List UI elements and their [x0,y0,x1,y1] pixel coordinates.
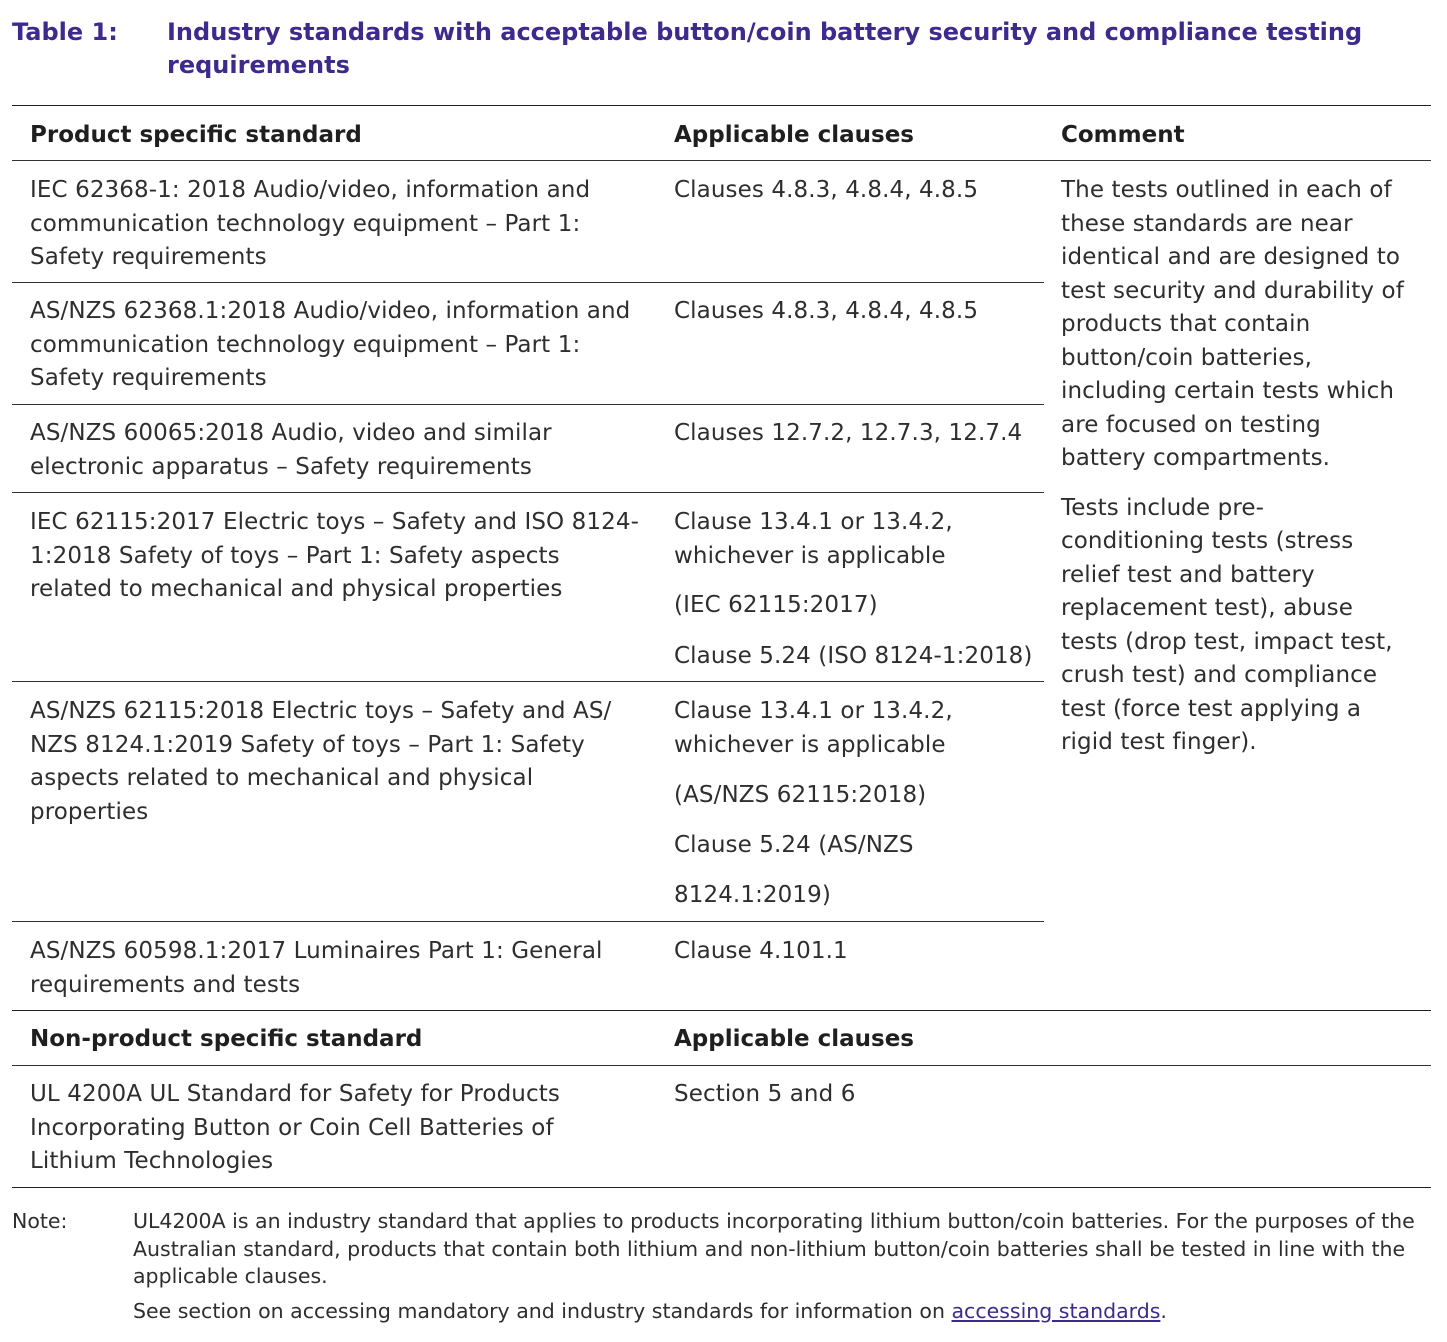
row-6-standard: AS/NZS 60598.1:2017 Luminaires Part 1: General requirements and tests [30,938,603,998]
accessing-standards-link[interactable]: accessing standards [951,1298,1161,1323]
row-3-clauses: Clauses 12.7.2, 12.7.3, 12.7.4 [674,420,1023,446]
note-see-prefix: See section on accessing mandatory and industry standards for information on [133,1298,952,1323]
row-4-clause-b: (IEC 62115:2017) [674,592,878,618]
row-4-clause-a: Clause 13.4.1 or 13.4.2, whichever is applicable [674,509,953,569]
row-5-clause-b: (AS/NZS 62115:2018) [674,782,927,808]
comment-paragraph-2: Tests include pre-conditioning tests (stress relief test and battery replacement test), abuse tests (drop test, impact test, crush test) and compliance test (force test applying a rigid test finger). [1061,494,1393,755]
header-rule [12,1065,1431,1066]
non-product-row-standard: UL 4200A UL Standard for Safety for Products Incorporating Button or Coin Cell Batteries of Lithium Technologies [30,1081,560,1174]
header-non-product-clauses: Applicable clauses [674,1026,914,1052]
note-see-suffix: . [1160,1298,1167,1323]
row-1-standard: IEC 62368-1: 2018 Audio/video, information and communication technology equipment – Part 1: Safety requirements [30,177,591,270]
table-bottom-rule [12,1187,1431,1188]
row-2-clauses: Clauses 4.8.3, 4.8.4, 4.8.5 [674,298,979,324]
row-4-clause-c: Clause 5.24 (ISO 8124-1:2018) [674,643,1033,669]
comment-paragraph-1: The tests outlined in each of these standards are near identical and are designed to test security and durability of products that contain button/coin batteries, including certain tests which are focused on testing battery compartments. [1061,177,1404,471]
header-comment: Comment [1061,122,1185,148]
table-top-rule [12,105,1431,106]
header-non-product-standard: Non-product specific standard [30,1026,423,1052]
row-divider [12,681,1044,682]
header-product-standard: Product specific standard [30,122,362,148]
non-product-row-clauses: Section 5 and 6 [674,1081,856,1107]
comment-cell [1061,174,1406,760]
row-2-standard: AS/NZS 62368.1:2018 Audio/video, information and communication technology equipment – Part 1: Safety requirements [30,298,631,391]
row-5-clause-c: Clause 5.24 (AS/NZS [674,832,914,858]
note-label: Note: [12,1209,68,1233]
row-divider [12,492,1044,493]
header-applicable-clauses: Applicable clauses [674,122,914,148]
row-6-clauses: Clause 4.101.1 [674,938,848,964]
section-rule [12,1010,1431,1011]
row-4-standard: IEC 62115:2017 Electric toys – Safety and ISO 8124-1:2018 Safety of toys – Part 1: Safety aspects related to mechanical and physical properties [30,509,639,602]
row-5-clause-d: 8124.1:2019) [674,882,831,908]
table-title: Industry standards with acceptable button/coin battery security and compliance testing requirements [167,18,1363,79]
header-rule [12,160,1431,161]
row-divider [12,404,1044,405]
row-3-standard: AS/NZS 60065:2018 Audio, video and similar electronic apparatus – Safety requirements [30,420,552,480]
note-text: UL4200A is an industry standard that applies to products incorporating lithium button/coin batteries. For the purposes of the Australian standard, products that contain both lithium and non-lithium button/coin batteries shall be tested in line with the applicable clauses. [133,1209,1415,1288]
row-5-clause-a: Clause 13.4.1 or 13.4.2, whichever is applicable [674,698,953,758]
note-body [133,1208,1423,1325]
row-1-clauses: Clauses 4.8.3, 4.8.4, 4.8.5 [674,177,979,203]
row-divider [12,282,1044,283]
table-label: Table 1: [12,18,118,46]
row-5-standard: AS/NZS 62115:2018 Electric toys – Safety and AS/ NZS 8124.1:2019 Safety of toys – Part 1: Safety aspects related to mechanical and physical properties [30,698,612,825]
note-see-line [133,1298,1423,1326]
row-divider [12,921,1044,922]
